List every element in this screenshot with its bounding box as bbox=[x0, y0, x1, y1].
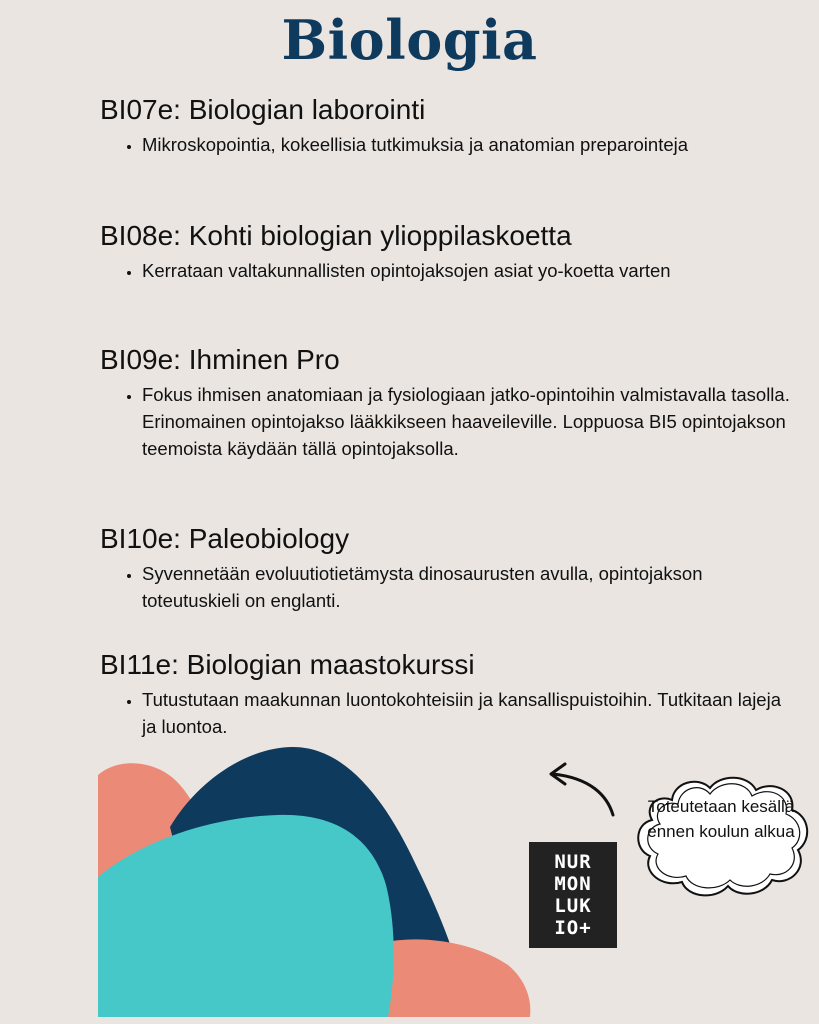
logo-line: IO+ bbox=[554, 917, 592, 939]
course-title: BI11e: Biologian maastokurssi bbox=[100, 649, 475, 680]
course-bi08e bbox=[100, 219, 800, 284]
course-description: • Kerrataan valtakunnallisten opintojaksojen asiat yo-koetta varten bbox=[142, 257, 800, 284]
salmon-blob-right bbox=[380, 939, 530, 1017]
course-title: BI10e: Paleobiology bbox=[100, 523, 350, 554]
logo-line: NUR bbox=[554, 851, 592, 873]
decorative-blobs bbox=[98, 745, 538, 1017]
course-description: • Mikroskopointia, kokeellisia tutkimuksia ja anatomian preparointeja bbox=[142, 131, 800, 158]
course-title: BI07e: Biologian laborointi bbox=[100, 94, 426, 125]
summer-note: Toteutetaan kesällä ennen koulun alkua bbox=[647, 797, 795, 841]
course-description: • Tutustutaan maakunnan luontokohteisiin ja kansallispuistoihin. Tutkitaan lajeja ja luontoa. bbox=[142, 686, 800, 740]
logo-line: LUK bbox=[554, 895, 592, 917]
course-bi07e bbox=[100, 93, 800, 158]
course-title: BI08e: Kohti biologian ylioppilaskoetta bbox=[100, 220, 572, 251]
course-title: BI09e: Ihminen Pro bbox=[100, 344, 340, 375]
logo-line: MON bbox=[554, 873, 592, 895]
course-bi11e bbox=[100, 648, 800, 740]
course-description: • Syvennetään evoluutiotietämysta dinosaurusten avulla, opintojakson toteutuskieli on englanti. bbox=[142, 560, 800, 614]
course-bi09e bbox=[100, 343, 800, 462]
course-description: • Fokus ihmisen anatomiaan ja fysiologiaan jatko-opintoihin valmistavalla tasolla. Erinomainen opintojakso lääkkikseen haaveileville. Loppuosa BI5 opintojakson teemoista käydään tällä opintojaksolla. bbox=[142, 381, 800, 462]
curved-arrow-icon bbox=[545, 760, 625, 820]
page-title: Biologia bbox=[281, 8, 538, 72]
nurmonlukio-logo bbox=[529, 842, 617, 948]
course-bi10e bbox=[100, 522, 800, 614]
